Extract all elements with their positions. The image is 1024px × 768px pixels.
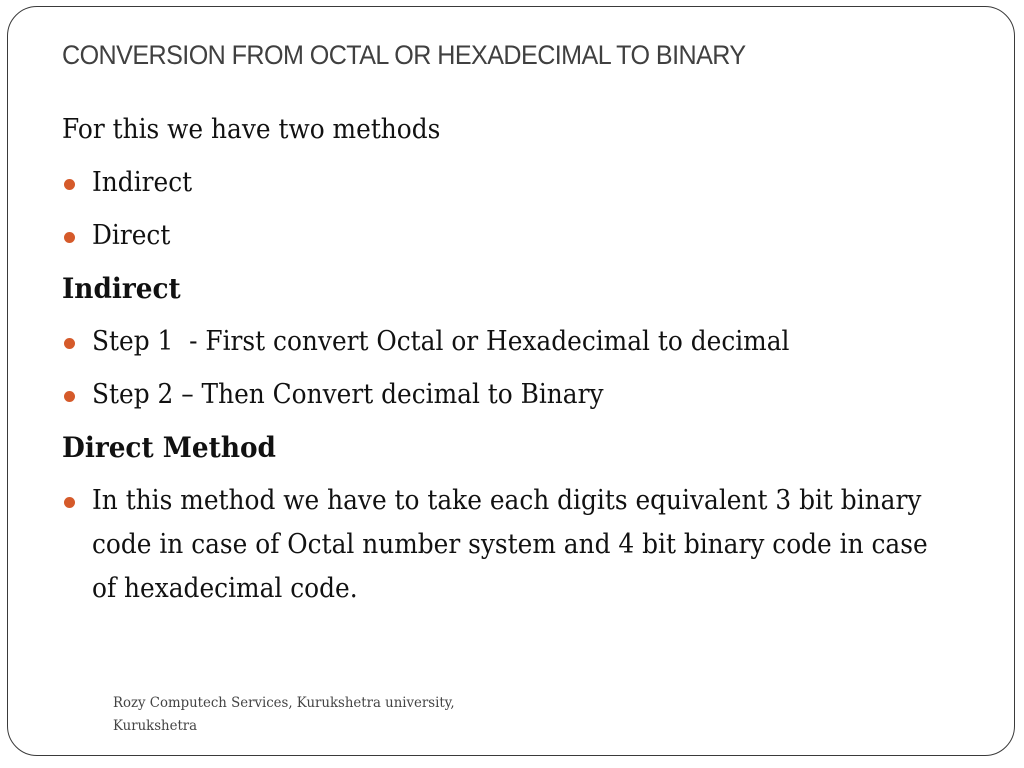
bullet-item-indirect xyxy=(62,161,972,214)
slide-body xyxy=(62,108,972,611)
intro-text: For this we have two methods xyxy=(62,114,441,145)
bullet-text: Direct xyxy=(92,220,171,251)
bullet-item-step-2 xyxy=(62,373,972,426)
slide-footer xyxy=(113,692,455,738)
direct-method-heading: Direct Method xyxy=(62,431,276,464)
bullet-text: In this method we have to take each digits equivalent 3 bit binary code in case of Octal number system and 4 bit binary code in case of hexadecimal code. xyxy=(92,485,928,604)
footer-line: Rozy Computech Services, Kurukshetra university, xyxy=(113,695,455,711)
bullet-item-direct xyxy=(62,214,972,267)
bullet-text: Step 1 - First convert Octal or Hexadecimal to decimal xyxy=(92,326,790,357)
bullet-text: Step 2 – Then Convert decimal to Binary xyxy=(92,379,604,410)
footer-line: Kurukshetra xyxy=(113,718,198,734)
indirect-heading: Indirect xyxy=(62,272,181,305)
bullet-item-step-1 xyxy=(62,320,972,373)
slide-title: CONVERSION FROM OCTAL OR HEXADECIMAL TO BINARY xyxy=(62,40,746,70)
bullet-item-direct-description xyxy=(62,479,972,611)
bullet-dot-icon xyxy=(64,232,75,243)
bullet-text: Indirect xyxy=(92,167,193,198)
bullet-dot-icon xyxy=(64,391,75,402)
bullet-dot-icon xyxy=(64,497,75,508)
bullet-dot-icon xyxy=(64,338,75,349)
bullet-dot-icon xyxy=(64,179,75,190)
